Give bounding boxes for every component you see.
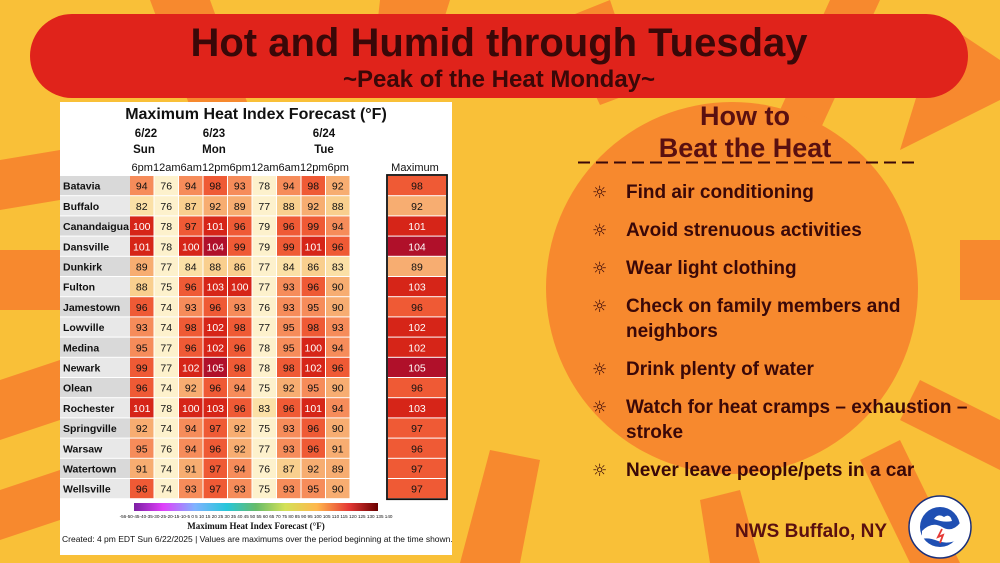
max-value: 89 xyxy=(411,261,423,274)
heat-value: 91 xyxy=(184,463,197,476)
heat-value: 101 xyxy=(304,402,323,415)
heat-value: 93 xyxy=(233,483,246,496)
heat-value: 74 xyxy=(160,463,173,476)
heat-value: 94 xyxy=(331,221,344,234)
date-label: 6/23 xyxy=(202,128,226,140)
time-header: 12pm xyxy=(299,162,328,174)
nws-logo-icon xyxy=(908,495,972,559)
tips-heading xyxy=(560,100,930,164)
city-label: Lowville xyxy=(63,322,105,335)
heat-value: 78 xyxy=(258,362,271,375)
heat-value: 86 xyxy=(233,261,246,274)
date-label: 6/22 xyxy=(134,128,158,140)
heat-value: 94 xyxy=(184,180,197,193)
heat-value: 88 xyxy=(282,200,295,213)
max-value: 102 xyxy=(408,322,426,335)
heat-value: 97 xyxy=(209,423,222,436)
heat-value: 90 xyxy=(331,281,344,294)
heat-value: 97 xyxy=(184,221,197,234)
tip-item xyxy=(592,357,972,382)
time-header: 6pm xyxy=(229,162,251,174)
heat-value: 96 xyxy=(282,221,295,234)
time-header: 6pm xyxy=(131,162,153,174)
heat-value: 93 xyxy=(135,322,148,335)
heat-value: 98 xyxy=(307,180,320,193)
heat-value: 74 xyxy=(160,322,173,335)
heat-value: 98 xyxy=(184,322,197,335)
heat-value: 89 xyxy=(233,200,246,213)
heat-value: 75 xyxy=(258,483,271,496)
heat-value: 99 xyxy=(307,221,320,234)
heat-value: 83 xyxy=(258,402,271,415)
heat-value: 94 xyxy=(233,463,246,476)
heat-value: 91 xyxy=(135,463,148,476)
sun-icon: ☼ xyxy=(592,360,608,380)
heat-value: 94 xyxy=(331,402,344,415)
heat-value: 98 xyxy=(209,180,222,193)
heat-value: 89 xyxy=(331,463,344,476)
heat-value: 86 xyxy=(307,261,320,274)
sun-icon: ☼ xyxy=(592,183,608,203)
max-value: 96 xyxy=(411,382,423,395)
max-value: 103 xyxy=(408,281,426,294)
heat-value: 74 xyxy=(160,423,173,436)
heat-value: 98 xyxy=(233,322,246,335)
tip-text: Check on family members and neighbors xyxy=(626,296,901,342)
table-title: Maximum Heat Index Forecast (°F) xyxy=(125,106,387,123)
heat-value: 76 xyxy=(160,200,173,213)
sun-ray xyxy=(0,250,60,310)
sun-icon: ☼ xyxy=(592,259,608,279)
max-value: 104 xyxy=(408,241,426,254)
heat-value: 76 xyxy=(160,443,173,456)
heat-value: 74 xyxy=(160,301,173,314)
heat-value: 77 xyxy=(258,200,271,213)
office-label: NWS Buffalo, NY xyxy=(735,521,887,542)
heat-value: 96 xyxy=(307,423,320,436)
max-value: 96 xyxy=(411,443,423,456)
city-label: Canandaigua xyxy=(63,221,129,234)
heat-value: 90 xyxy=(331,382,344,395)
city-label: Jamestown xyxy=(63,301,121,314)
scale-ticks: -56-50-45-40-35-30-25-20-15-10-5 0 5 10 15 20 25 30 35 40 45 50 55 60 65 70 75 80 85 90 95 100 105 110 115 120 125 130 135 140 xyxy=(119,514,393,519)
heat-value: 105 xyxy=(206,362,225,375)
heat-value: 77 xyxy=(258,322,271,335)
day-label: Sun xyxy=(133,144,155,156)
city-label: Olean xyxy=(63,382,93,395)
heat-value: 96 xyxy=(209,301,222,314)
heat-value: 104 xyxy=(206,241,225,254)
heat-value: 93 xyxy=(233,301,246,314)
heat-value: 76 xyxy=(258,301,271,314)
heat-value: 79 xyxy=(258,241,271,254)
scale-title: Maximum Heat Index Forecast (°F) xyxy=(187,521,325,531)
tip-text: Wear light clothing xyxy=(626,258,797,279)
heat-value: 92 xyxy=(135,423,148,436)
heat-value: 77 xyxy=(160,261,173,274)
heat-value: 78 xyxy=(258,180,271,193)
heat-value: 93 xyxy=(331,322,344,335)
city-label: Warsaw xyxy=(63,443,103,456)
max-value: 101 xyxy=(408,221,426,234)
title-banner xyxy=(30,14,968,98)
sun-ray xyxy=(0,150,60,210)
heat-value: 93 xyxy=(282,443,295,456)
heat-value: 99 xyxy=(282,241,295,254)
day-label: Mon xyxy=(202,144,226,156)
heat-value: 96 xyxy=(135,301,148,314)
heat-value: 100 xyxy=(181,241,200,254)
heat-value: 96 xyxy=(184,281,197,294)
city-label: Fulton xyxy=(63,281,96,294)
heat-value: 100 xyxy=(304,342,323,355)
sun-icon: ☼ xyxy=(592,221,608,241)
heat-value: 87 xyxy=(184,200,197,213)
heat-value: 77 xyxy=(258,443,271,456)
created-note: Created: 4 pm EDT Sun 6/22/2025 | Values are maximums over the period beginning at the time shown. xyxy=(62,534,453,544)
city-label: Buffalo xyxy=(63,200,100,213)
heat-value: 100 xyxy=(230,281,249,294)
heat-value: 77 xyxy=(160,342,173,355)
heat-value: 97 xyxy=(209,463,222,476)
heat-value: 74 xyxy=(160,483,173,496)
heat-value: 92 xyxy=(209,200,222,213)
max-value: 97 xyxy=(411,483,423,496)
heat-value: 94 xyxy=(331,342,344,355)
heat-value: 89 xyxy=(135,261,148,274)
tip-text: Avoid strenuous activities xyxy=(626,220,862,241)
heat-value: 102 xyxy=(206,342,225,355)
heat-value: 95 xyxy=(135,443,148,456)
heat-value: 100 xyxy=(132,221,151,234)
heat-value: 99 xyxy=(233,241,246,254)
city-label: Medina xyxy=(63,342,100,355)
heat-value: 74 xyxy=(160,382,173,395)
heat-value: 83 xyxy=(331,261,344,274)
date-label: 6/24 xyxy=(312,128,336,140)
heat-value: 103 xyxy=(206,402,225,415)
heat-value: 75 xyxy=(160,281,173,294)
heat-value: 99 xyxy=(135,362,148,375)
max-value: 102 xyxy=(408,342,426,355)
heat-value: 95 xyxy=(282,342,295,355)
heat-value: 96 xyxy=(307,281,320,294)
tips-heading-line2: Beat the Heat xyxy=(658,133,832,163)
heat-value: 90 xyxy=(331,483,344,496)
heat-value: 94 xyxy=(282,180,295,193)
tips-list xyxy=(592,180,972,483)
heat-value: 87 xyxy=(282,463,295,476)
heat-value: 82 xyxy=(135,200,148,213)
heat-value: 93 xyxy=(282,423,295,436)
heat-value: 84 xyxy=(184,261,197,274)
tip-item xyxy=(592,218,972,243)
heat-value: 92 xyxy=(233,423,246,436)
time-header: 12am xyxy=(250,162,279,174)
heat-value: 96 xyxy=(233,342,246,355)
city-label: Dunkirk xyxy=(63,261,103,274)
heat-value: 94 xyxy=(233,382,246,395)
max-value: 92 xyxy=(411,200,423,213)
heat-value: 92 xyxy=(233,443,246,456)
tip-text: Never leave people/pets in a car xyxy=(626,460,915,481)
tip-item xyxy=(592,180,972,205)
heat-value: 102 xyxy=(206,322,225,335)
page-title: Hot and Humid through Tuesday xyxy=(190,21,808,65)
heat-value: 95 xyxy=(307,382,320,395)
heat-value: 78 xyxy=(160,402,173,415)
heat-value: 76 xyxy=(160,180,173,193)
time-header: 12pm xyxy=(201,162,230,174)
heat-value: 94 xyxy=(184,443,197,456)
heat-value: 95 xyxy=(307,301,320,314)
sun-ray xyxy=(0,360,60,440)
city-label: Wellsville xyxy=(63,483,111,496)
heat-value: 92 xyxy=(307,200,320,213)
heat-value: 98 xyxy=(282,362,295,375)
heat-value: 93 xyxy=(282,281,295,294)
sun-icon: ☼ xyxy=(592,461,608,481)
heat-value: 96 xyxy=(233,402,246,415)
city-label: Batavia xyxy=(63,180,101,193)
heat-value: 75 xyxy=(258,423,271,436)
max-header: Maximum xyxy=(391,162,439,174)
heat-value: 88 xyxy=(135,281,148,294)
heat-value: 77 xyxy=(160,362,173,375)
heat-value: 78 xyxy=(258,342,271,355)
heat-value: 75 xyxy=(258,382,271,395)
heat-value: 88 xyxy=(209,261,222,274)
page-subtitle: ~Peak of the Heat Monday~ xyxy=(342,66,656,93)
heat-value: 103 xyxy=(206,281,225,294)
heat-value: 95 xyxy=(135,342,148,355)
city-label: Rochester xyxy=(63,402,115,415)
heat-value: 96 xyxy=(233,221,246,234)
tip-text: Drink plenty of water xyxy=(626,359,814,380)
heat-value: 88 xyxy=(331,200,344,213)
heat-value: 95 xyxy=(307,483,320,496)
heat-value: 90 xyxy=(331,301,344,314)
heading-underline xyxy=(578,161,918,164)
city-label: Dansville xyxy=(63,241,110,254)
sun-ray xyxy=(460,450,540,563)
sun-icon: ☼ xyxy=(592,297,608,317)
heat-value: 93 xyxy=(184,301,197,314)
tips-heading-line1: How to xyxy=(700,101,790,131)
time-header: 6am xyxy=(180,162,202,174)
heat-value: 102 xyxy=(304,362,323,375)
heat-value: 96 xyxy=(331,362,344,375)
city-label: Watertown xyxy=(63,463,117,476)
heat-value: 84 xyxy=(282,261,295,274)
tip-item xyxy=(592,395,972,445)
heat-value: 101 xyxy=(132,402,151,415)
heat-value: 97 xyxy=(209,483,222,496)
city-label: Newark xyxy=(63,362,101,375)
heat-value: 96 xyxy=(282,402,295,415)
heat-value: 94 xyxy=(135,180,148,193)
max-value: 103 xyxy=(408,402,426,415)
heat-index-grid xyxy=(60,158,452,508)
heat-value: 95 xyxy=(282,322,295,335)
heat-value: 93 xyxy=(282,301,295,314)
heat-value: 101 xyxy=(304,241,323,254)
day-label: Tue xyxy=(314,144,334,156)
heat-value: 93 xyxy=(233,180,246,193)
heat-value: 101 xyxy=(132,241,151,254)
tip-text: Watch for heat cramps – exhaustion – stroke xyxy=(626,397,968,443)
heat-value: 94 xyxy=(184,423,197,436)
heat-value: 96 xyxy=(184,342,197,355)
heat-value: 100 xyxy=(181,402,200,415)
heat-value: 101 xyxy=(206,221,225,234)
heat-value: 98 xyxy=(307,322,320,335)
heat-value: 102 xyxy=(181,362,200,375)
heat-index-panel xyxy=(60,102,452,555)
heat-value: 79 xyxy=(258,221,271,234)
heat-value: 76 xyxy=(258,463,271,476)
tip-item xyxy=(592,256,972,281)
max-value: 98 xyxy=(411,180,423,193)
heat-value: 96 xyxy=(135,382,148,395)
heat-value: 96 xyxy=(307,443,320,456)
heat-value: 92 xyxy=(331,180,344,193)
max-value: 97 xyxy=(411,463,423,476)
color-scale-bar xyxy=(119,503,393,519)
heat-value: 90 xyxy=(331,423,344,436)
time-header: 6pm xyxy=(327,162,349,174)
heat-value: 93 xyxy=(282,483,295,496)
sun-icon: ☼ xyxy=(592,398,608,418)
heat-value: 92 xyxy=(184,382,197,395)
time-header: 12am xyxy=(152,162,181,174)
max-value: 96 xyxy=(411,301,423,314)
heat-value: 77 xyxy=(258,281,271,294)
heat-value: 96 xyxy=(135,483,148,496)
heat-value: 91 xyxy=(331,443,344,456)
heat-value: 96 xyxy=(209,443,222,456)
city-label: Springville xyxy=(63,423,117,436)
heat-value: 93 xyxy=(184,483,197,496)
heat-value: 96 xyxy=(331,241,344,254)
heat-value: 92 xyxy=(282,382,295,395)
tip-item xyxy=(592,294,972,344)
heat-value: 96 xyxy=(209,382,222,395)
tip-text: Find air conditioning xyxy=(626,182,814,203)
heat-value: 78 xyxy=(160,221,173,234)
heat-value: 92 xyxy=(307,463,320,476)
heat-value: 77 xyxy=(258,261,271,274)
max-value: 97 xyxy=(411,423,423,436)
time-header: 6am xyxy=(278,162,300,174)
heat-value: 98 xyxy=(233,362,246,375)
heat-value: 78 xyxy=(160,241,173,254)
tip-item xyxy=(592,458,972,483)
max-value: 105 xyxy=(408,362,426,375)
sun-ray xyxy=(0,470,60,540)
